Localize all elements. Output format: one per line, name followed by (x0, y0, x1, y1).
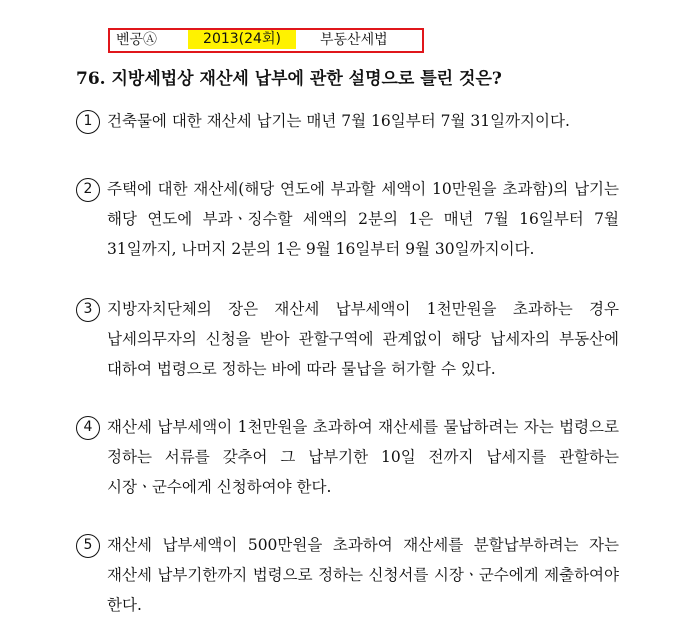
choice-5-text: 재산세 납부세액이 500만원을 초과하여 재산세를 분할납부하려는 자는 재산세 납부기한까지 법령으로 정하는 신청서를 시장ㆍ군수에게 제출하여야 한다. (107, 536, 619, 614)
choice-2-text: 주택에 대한 재산세(해당 연도에 부과할 세액이 10만원을 초과함)의 납기는 해당 연도에 부과ㆍ징수할 세액의 2분의 1은 매년 7월 16일부터 7월 31일까지, 나머지 2분의 1은 9월 16일부터 9월 30일까지이다. (107, 180, 619, 258)
choice-number-4-icon: 4 (76, 416, 100, 440)
choice-number-1-icon: 1 (76, 110, 100, 134)
choice-4-text: 재산세 납부세액이 1천만원을 초과하여 재산세를 물납하려는 자는 법령으로 정하는 서류를 갖추어 그 납부기한 10일 전까지 납세지를 관할하는 시장ㆍ군수에게 신청하여야 한다. (107, 418, 619, 496)
choice-number-3-icon: 3 (76, 298, 100, 322)
header-tag-bar (108, 28, 424, 53)
question-title: 76. 지방세법상 재산세 납부에 관한 설명으로 틀린 것은? (76, 69, 502, 89)
publisher-tag: 벤공Ⓐ (116, 32, 158, 48)
exam-year-tag: 2013(24회) (188, 30, 296, 49)
choice-3-text: 지방자치단체의 장은 재산세 납부세액이 1천만원을 초과하는 경우 납세의무자의 신청을 받아 관할구역에 관계없이 해당 납세자의 부동산에 대하여 법령으로 정하는 바에 따라 물납을 허가할 수 있다. (107, 300, 619, 378)
choice-1-text: 건축물에 대한 재산세 납기는 매년 7월 16일부터 7월 31일까지이다. (107, 112, 570, 130)
subject-tag: 부동산세법 (320, 32, 388, 48)
choice-number-5-icon: 5 (76, 534, 100, 558)
choice-number-2-icon: 2 (76, 178, 100, 202)
